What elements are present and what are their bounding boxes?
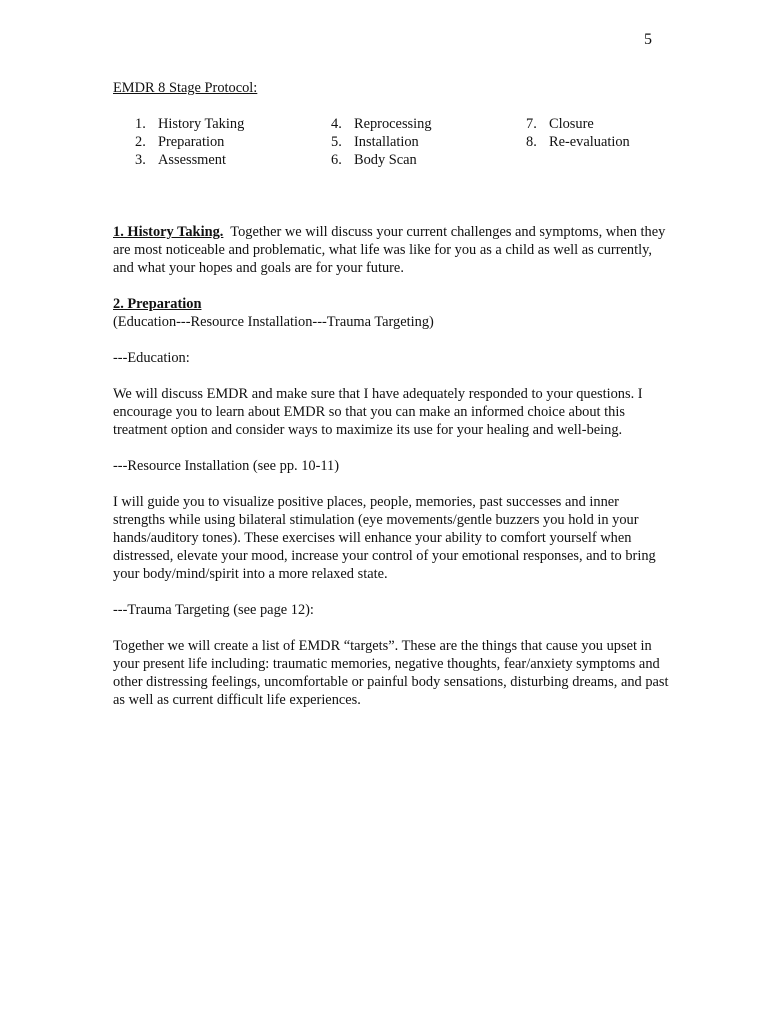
stage-item — [135, 133, 244, 151]
stage-label: Preparation — [158, 134, 225, 150]
document-body — [113, 79, 673, 709]
stage-number: 3. — [135, 152, 146, 168]
page-number: 5 — [644, 31, 652, 48]
preparation-subtitle: (Education---Resource Installation---Trauma Targeting) — [113, 314, 434, 330]
stage-column-1 — [135, 115, 244, 169]
resource-heading: ---Resource Installation (see pp. 10-11) — [113, 458, 340, 474]
trauma-paragraph: Together we will create a list of EMDR “targets”. These are the things that cause you upset in your present life including: traumatic memories, negative thoughts, fear/anxiety symptoms and other distressing feelings, uncomfortable or painful body sensations, disturbing dreams, and past as well as current difficult life experiences. — [113, 638, 669, 708]
stage-number: 7. — [526, 116, 537, 132]
stage-number: 8. — [526, 134, 537, 150]
stage-column-3 — [526, 115, 630, 151]
history-text: Together we will discuss your current challenges and symptoms, when they are most noticeable and problematic, what life was like for you as a child as well as currently, and what your hopes and goals are for your future. — [113, 224, 669, 276]
stage-number: 5. — [331, 134, 342, 150]
education-paragraph: We will discuss EMDR and make sure that I have adequately responded to your questions. I encourage you to learn about EMDR so that you can make an informed choice about this treatment option and consider ways to maximize its use for your healing and well-being. — [113, 386, 643, 438]
stage-label: Re-evaluation — [549, 134, 630, 150]
stage-label: History Taking — [158, 116, 245, 132]
resource-paragraph: I will guide you to visualize positive places, people, memories, past successes and inner strengths while using bilateral stimulation (eye movements/gentle buzzers you hold in your hands/auditory tones). These exercises will enhance your ability to comfort yourself when distressed, elevate your mood, increase your control of your emotional responses, and to bring your body/mind/spirit into a more relaxed state. — [113, 494, 656, 582]
stage-item — [331, 115, 432, 133]
stage-label: Reprocessing — [354, 116, 432, 132]
stage-item — [135, 115, 244, 133]
preparation-heading: 2. Preparation — [113, 296, 202, 312]
stage-item — [526, 133, 630, 151]
history-heading: 1. History Taking. — [113, 224, 224, 240]
stage-list — [113, 115, 673, 169]
stage-item — [526, 115, 630, 133]
education-heading: ---Education: — [113, 350, 190, 366]
history-paragraph — [113, 223, 673, 277]
stage-label: Assessment — [158, 152, 226, 168]
protocol-title: EMDR 8 Stage Protocol: — [113, 80, 258, 96]
stage-number: 4. — [331, 116, 342, 132]
stage-label: Installation — [354, 134, 419, 150]
stage-label: Body Scan — [354, 152, 417, 168]
stage-item — [331, 133, 432, 151]
stage-item — [135, 151, 244, 169]
stage-number: 6. — [331, 152, 342, 168]
stage-number: 2. — [135, 134, 146, 150]
stage-label: Closure — [549, 116, 594, 132]
stage-item — [331, 151, 432, 169]
stage-number: 1. — [135, 116, 146, 132]
trauma-heading: ---Trauma Targeting (see page 12): — [113, 602, 314, 618]
stage-column-2 — [331, 115, 432, 169]
